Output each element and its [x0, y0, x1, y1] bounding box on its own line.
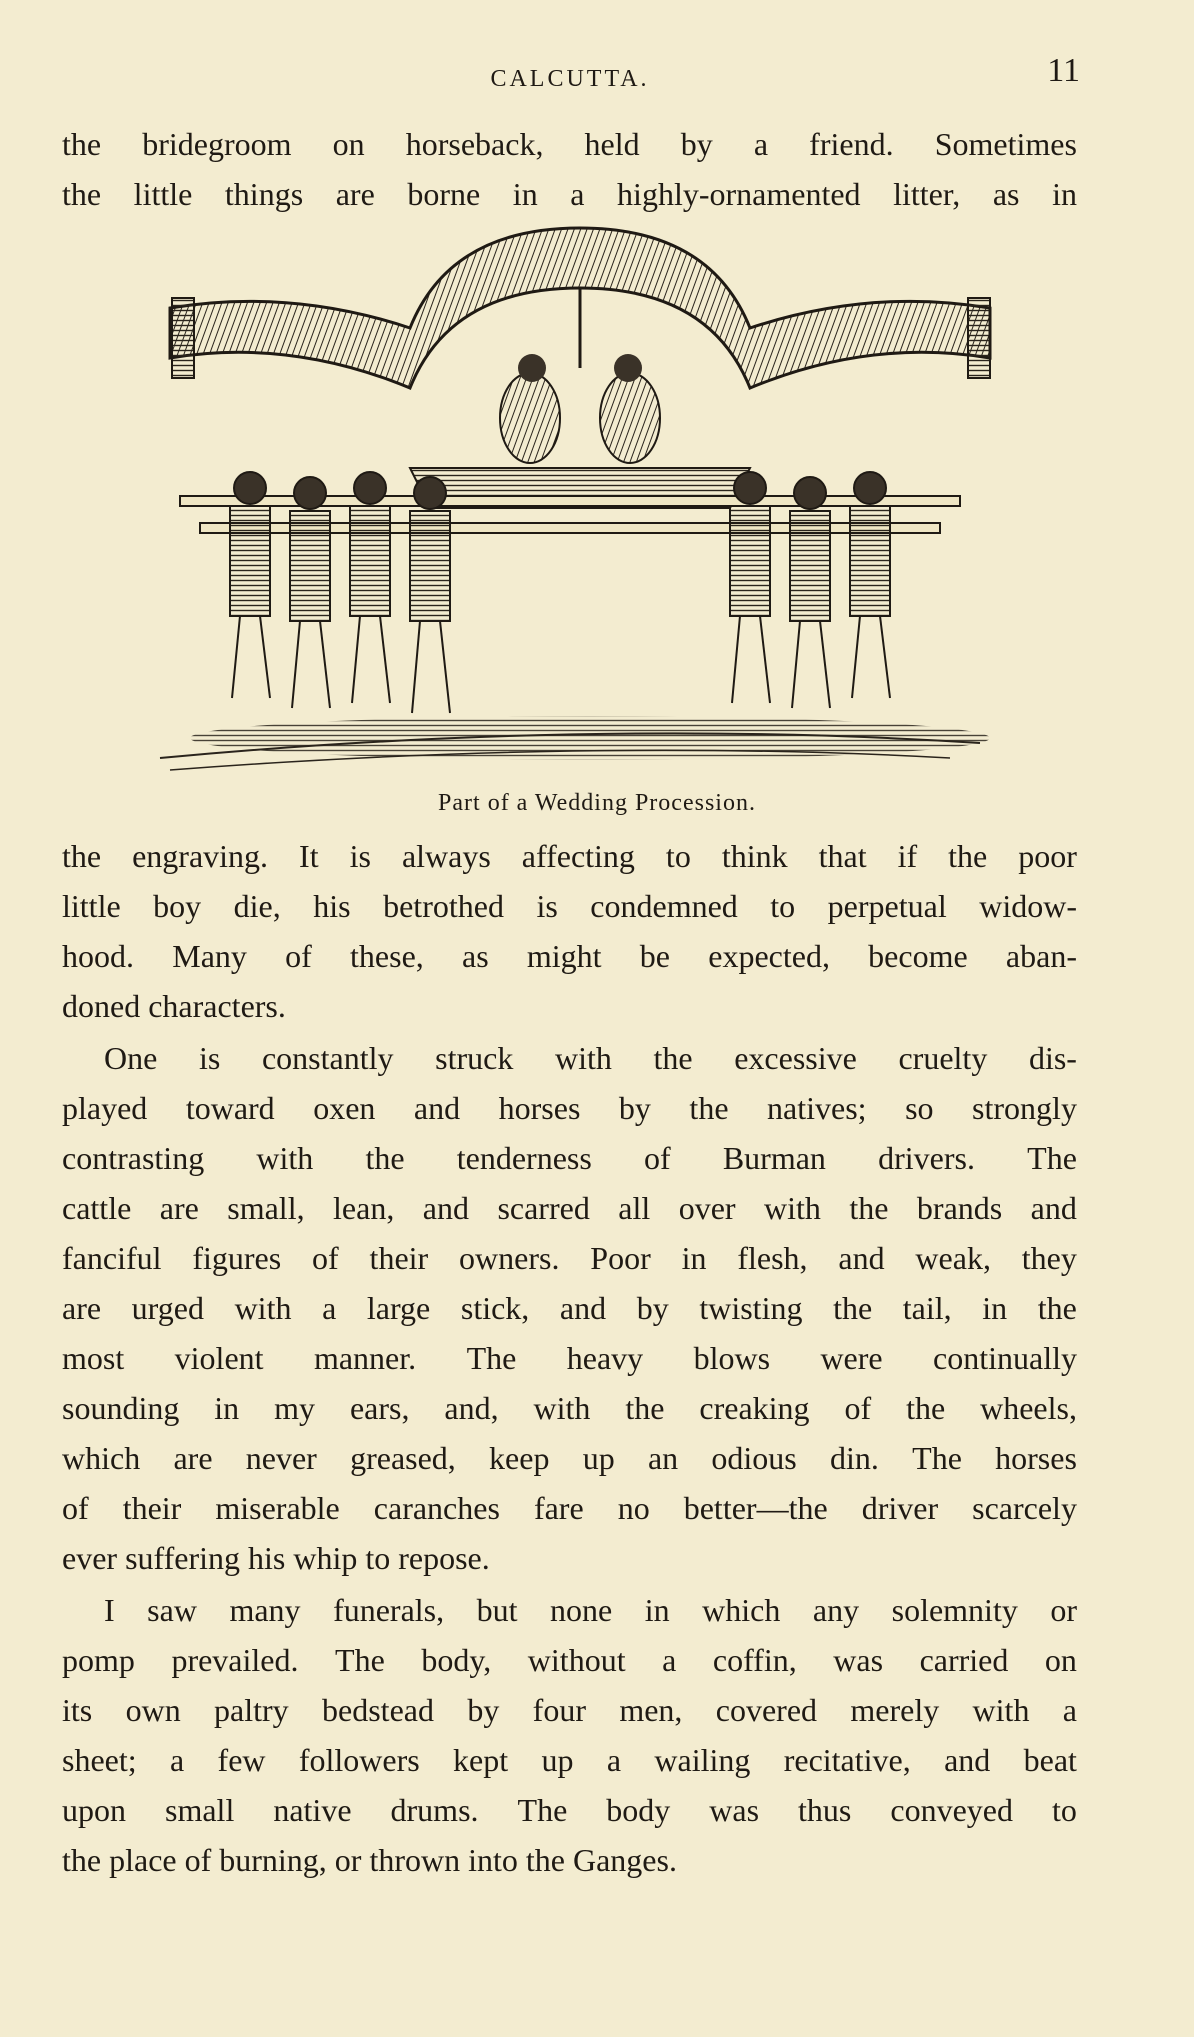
text-line: sheet; a few followers kept up a wailing recitative, and beat [62, 1742, 1077, 1778]
running-head: CALCUTTA. [490, 66, 650, 92]
page-number: 11 [1047, 52, 1080, 89]
wedding-procession-engraving [150, 218, 1020, 778]
text-line: of their miserable caranches fare no better—the driver scarcely [62, 1490, 1077, 1526]
text-line: the bridegroom on horseback, held by a friend. Sometimes [62, 126, 1077, 162]
text-line: cattle are small, lean, and scarred all over with the brands and [62, 1190, 1077, 1226]
text-line: ever suffering his whip to repose. [62, 1540, 490, 1576]
text-line: the little things are borne in a highly-ornamented litter, as in [62, 176, 1077, 212]
engraving-figure [150, 218, 1020, 798]
text-line: contrasting with the tenderness of Burman drivers. The [62, 1140, 1077, 1176]
text-line: are urged with a large stick, and by twisting the tail, in the [62, 1290, 1077, 1326]
text-line: played toward oxen and horses by the natives; so strongly [62, 1090, 1077, 1126]
text-line: sounding in my ears, and, with the creaking of the wheels, [62, 1390, 1077, 1426]
text-line: which are never greased, keep up an odious din. The horses [62, 1440, 1077, 1476]
figure-caption: Part of a Wedding Procession. [438, 790, 756, 816]
text-line: pomp prevailed. The body, without a coffin, was carried on [62, 1642, 1077, 1678]
text-line: upon small native drums. The body was thus conveyed to [62, 1792, 1077, 1828]
text-line: most violent manner. The heavy blows were continually [62, 1340, 1077, 1376]
text-line: the engraving. It is always affecting to think that if the poor [62, 838, 1077, 874]
text-line: little boy die, his betrothed is condemned to perpetual widow- [62, 888, 1077, 924]
text-line: hood. Many of these, as might be expected, become aban- [62, 938, 1077, 974]
text-line: doned characters. [62, 988, 286, 1024]
text-line: One is constantly struck with the excessive cruelty dis- [104, 1040, 1077, 1076]
text-line: the place of burning, or thrown into the Ganges. [62, 1842, 677, 1878]
page-header [60, 52, 1080, 96]
text-line: its own paltry bedstead by four men, covered merely with a [62, 1692, 1077, 1728]
text-line: fanciful figures of their owners. Poor in flesh, and weak, they [62, 1240, 1077, 1276]
text-line: I saw many funerals, but none in which any solemnity or [104, 1592, 1077, 1628]
